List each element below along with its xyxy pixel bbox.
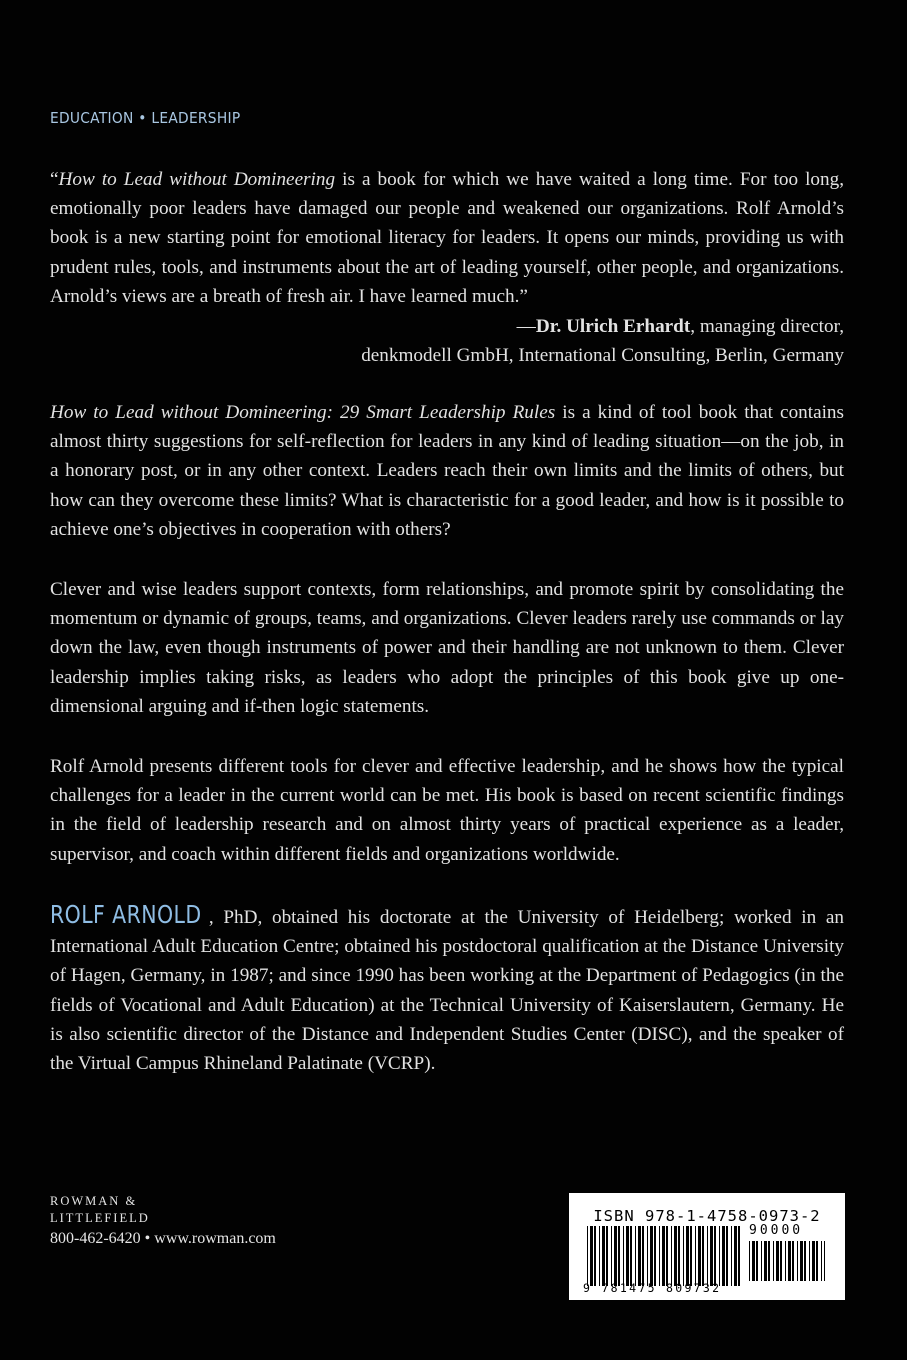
price-addon-number: 90000 <box>749 1223 804 1238</box>
addon-barcode-bars <box>749 1241 825 1281</box>
quote-book-title: How to Lead without Domineering <box>58 169 336 190</box>
publisher-logo: ROWMAN & LITTLEFIELD <box>50 1194 150 1225</box>
endorsement-attribution: —Dr. Ulrich Erhardt, managing director, denkmodell GmbH, International Consulting, Berlin, Germany <box>224 312 844 370</box>
barcode-digits: 9 781475 809732 <box>583 1281 722 1295</box>
ean-barcode-bars <box>587 1226 741 1286</box>
description-paragraph-2: Clever and wise leaders support contexts, form relationships, and promote spirit by consolidating the momentum or dynamic of groups, teams, and organizations. Clever leaders rarely use commands or lay down the law, even though instruments of power and their handling are not unknown to them. Clever leadership implies taking risks, as leaders who adopt the principles of this book give up one-dimensional arguing and if-then logic statements. <box>50 579 844 717</box>
category-label: EDUCATION • LEADERSHIP <box>50 109 241 127</box>
description-paragraph-1: How to Lead without Domineering: 29 Smart Leadership Rules is a kind of tool book that contains almost thirty suggestions for self-reflection for leaders in any kind of leading situation—on the job, in a honorary post, or in any other context. Leaders reach their own limits and the limits of others, but how can they overcome these limits? What is characteristic for a good leader, and how is it possible to achieve one’s objectives in cooperation with others? <box>50 402 844 540</box>
author-name: ROLF ARNOLD <box>50 900 202 929</box>
isbn-barcode <box>569 1193 845 1300</box>
description-paragraph-3: Rolf Arnold presents different tools for clever and effective leadership, and he shows how the typical challenges for a leader in the current world can be met. His book is based on recent scientific findings in the field of leadership research and on almost thirty years of practical experience as a leader, supervisor, and coach within different fields and organizations worldwide. <box>50 756 844 865</box>
endorser-affiliation: denkmodell GmbH, International Consulting, Berlin, Germany <box>361 345 844 367</box>
author-bio: ROLF ARNOLD , PhD, obtained his doctorate at the University of Heidelberg; worked in an International Adult Education Centre; obtained his postdoctoral qualification at the Distance University of Hagen, Germany, in 1987; and since 1990 has been working at the Department of Pedagogics (in the fields of Vocational and Adult Education) at the Technical University of Kaiserslautern, Germany. He is also scientific director of the Distance and Independent Studies Center (DISC), and the speaker of the Virtual Campus Rhineland Palatinate (VCRP). <box>50 900 844 1075</box>
isbn-number: ISBN 978-1-4758-0973-2 <box>593 1207 821 1225</box>
publisher-contact: 800-462-6420 • www.rowman.com <box>50 1230 276 1247</box>
endorsement-quote: “How to Lead without Domineering is a book for which we have waited a long time. For too long, emotionally poor leaders have damaged our people and weakened our organizations. Rolf Arnold’s book is a new starting point for emotional literacy for leaders. It opens our minds, providing us with prudent rules, tools, and instruments about the art of leading yourself, other people, and organizations. Arnold’s views are a breath of fresh air. I have learned much.” <box>50 169 844 307</box>
description-book-title: How to Lead without Domineering: 29 Smart Leadership Rules <box>50 402 556 423</box>
endorser-name: Dr. Ulrich Erhardt <box>535 316 691 337</box>
